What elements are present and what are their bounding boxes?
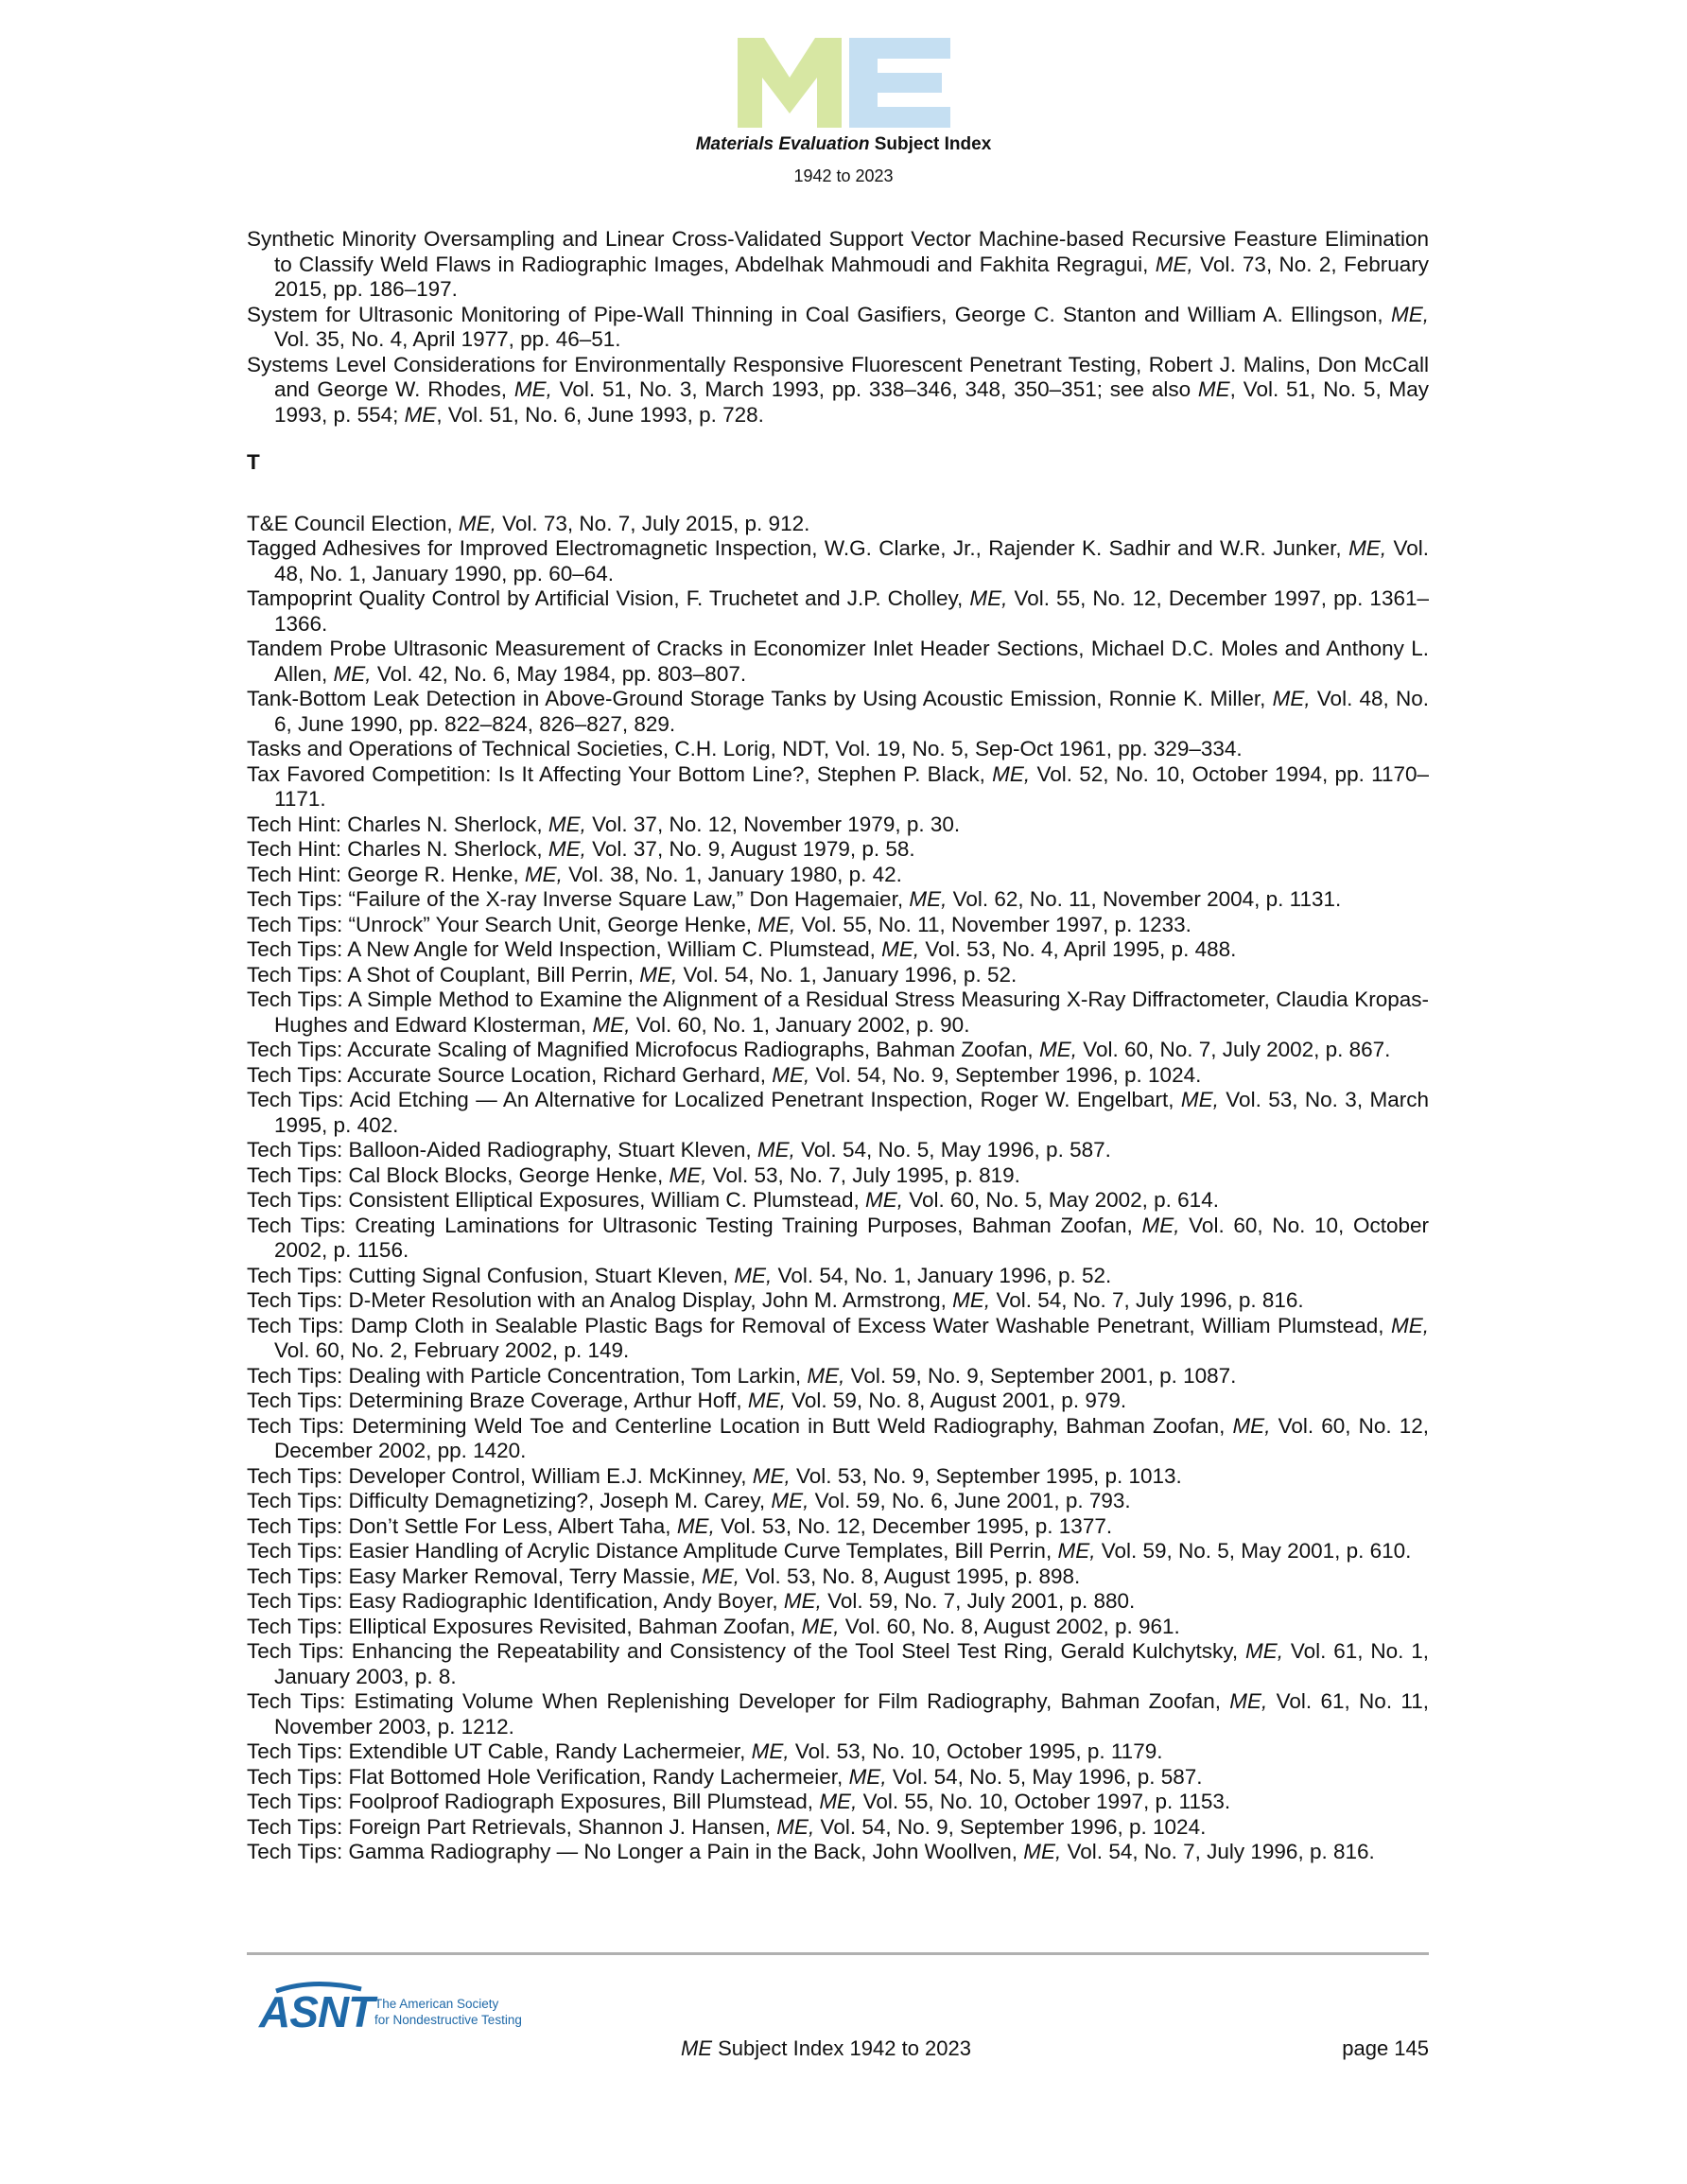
entry-text: Tank-Bottom Leak Detection in Above-Ground Storage Tanks by Using Acoustic Emission, Ronnie K. Miller,: [247, 687, 1273, 710]
me-logo: [738, 38, 950, 128]
index-entry: [247, 1214, 1429, 1264]
index-entry: [247, 1288, 1429, 1314]
entry-text: Vol. 54, No. 5, May 1996, p. 587.: [794, 1138, 1111, 1162]
entry-text: Vol. 53, No. 9, September 1995, p. 1013.: [790, 1463, 1182, 1488]
entry-text: Tech Tips: Foolproof Radiograph Exposures, Bill Plumstead,: [247, 1790, 820, 1813]
entry-text: Vol. 60, No. 5, May 2002, p. 614.: [903, 1188, 1219, 1212]
journal-abbrev: ME,: [701, 1564, 739, 1588]
entry-text: Tech Tips: Easy Radiographic Identification, Andy Boyer,: [247, 1589, 784, 1613]
entry-text: Vol. 59, No. 9, September 2001, p. 1087.: [844, 1363, 1237, 1388]
journal-abbrev: ME,: [1141, 1213, 1180, 1237]
entry-text: System for Ultrasonic Monitoring of Pipe-Wall Thinning in Coal Gasifiers, George C. Stanton and William A. Ellingson,: [247, 302, 1391, 326]
journal-abbrev: ME,: [524, 862, 563, 886]
entry-text: Vol. 60, No. 12, December 2002, pp. 1420.: [274, 1413, 1429, 1462]
journal-abbrev: ME,: [734, 1263, 773, 1287]
entry-text: Tech Tips: Determining Weld Toe and Centerline Location in Butt Weld Radiography, Bahman Zoofan,: [247, 1413, 1233, 1438]
index-entry: [247, 1689, 1429, 1739]
journal-abbrev: ME,: [333, 661, 372, 686]
index-entry: [247, 913, 1429, 938]
entry-text: Tech Tips: A Shot of Couplant, Bill Perrin,: [247, 962, 640, 987]
index-entry: [247, 1539, 1429, 1564]
entry-text: Tech Tips: Determining Braze Coverage, Arthur Hoff,: [247, 1389, 748, 1412]
entry-text: Vol. 60, No. 8, August 2002, p. 961.: [839, 1614, 1180, 1638]
entry-text: Tech Tips: Accurate Scaling of Magnified Microfocus Radiographs, Bahman Zoofan,: [247, 1038, 1039, 1061]
entry-text: , Vol. 51, No. 5, May 1993, p. 554;: [274, 377, 1429, 427]
journal-abbrev: ME,: [548, 812, 586, 836]
index-entry: [247, 812, 1429, 838]
entry-text: Vol. 60, No. 1, January 2002, p. 90.: [630, 1012, 970, 1037]
entry-text: Vol. 54, No. 5, May 1996, p. 587.: [886, 1764, 1203, 1789]
journal-abbrev: ME,: [783, 1589, 822, 1613]
journal-abbrev: ME,: [1038, 1038, 1077, 1061]
index-entry: [247, 1840, 1429, 1865]
entry-text: Vol. 60, No. 7, July 2002, p. 867.: [1076, 1038, 1391, 1061]
index-entry: [247, 512, 1429, 537]
journal-abbrev: ME,: [458, 511, 496, 535]
index-entry: [247, 303, 1429, 353]
index-entry: [247, 1514, 1429, 1540]
index-entry: [247, 1815, 1429, 1841]
index-entry: [247, 536, 1429, 586]
journal-abbrev: ME,: [1348, 536, 1387, 560]
entry-text: Tech Tips: Cutting Signal Confusion, Stuart Kleven,: [247, 1263, 735, 1287]
page-number: page 145: [1342, 2036, 1429, 2060]
entry-text: Vol. 38, No. 1, January 1980, p. 42.: [562, 862, 902, 886]
entry-text: Tax Favored Competition: Is It Affecting Your Bottom Line?, Stephen P. Black,: [247, 761, 993, 786]
entry-text: Vol. 54, No. 7, July 1996, p. 816.: [990, 1288, 1304, 1312]
index-entry: [247, 1639, 1429, 1689]
journal-abbrev: ME,: [513, 377, 552, 401]
entry-text: Vol. 37, No. 9, August 1979, p. 58.: [585, 837, 915, 861]
index-entry: [247, 887, 1429, 913]
journal-abbrev: ME,: [1244, 1639, 1283, 1663]
index-entry: [247, 1765, 1429, 1791]
journal-abbrev: ME,: [1180, 1088, 1219, 1111]
entry-text: Tech Tips: Consistent Elliptical Exposures, William C. Plumstead,: [247, 1188, 865, 1212]
journal-abbrev: ME,: [757, 912, 796, 936]
entry-text: Tech Tips: Estimating Volume When Replenishing Developer for Film Radiography, Bahman Zoofan,: [247, 1689, 1230, 1713]
index-entry: [247, 1489, 1429, 1514]
journal-abbrev: ME,: [881, 937, 920, 961]
journal-abbrev: ME,: [801, 1614, 840, 1638]
entry-text: Tech Tips: A New Angle for Weld Inspection, William C. Plumstead,: [247, 937, 882, 961]
entries-prior-section: [247, 227, 1429, 428]
journal-abbrev: ME,: [669, 1162, 707, 1187]
entry-text: Tech Tips: Don’t Settle For Less, Albert Taha,: [247, 1513, 677, 1538]
index-entry: [247, 1414, 1429, 1464]
entry-text: Vol. 73, No. 2, February 2015, pp. 186–197.: [274, 252, 1429, 301]
index-entry: [247, 687, 1429, 737]
entry-text: Synthetic Minority Oversampling and Linear Cross-Validated Support Vector Machine-based Recursive Feasture Elimination to Classify Weld Flaws in Radiographic Images, Abdelhak Mahmoudi and Fakhita Regragui,: [247, 227, 1429, 276]
index-entry: [247, 353, 1429, 428]
entries-section-t: [247, 512, 1429, 1865]
entry-text: Tech Tips: Dealing with Particle Concentration, Tom Larkin,: [247, 1363, 808, 1388]
entry-text: Vol. 42, No. 6, May 1984, pp. 803–807.: [371, 661, 747, 686]
journal-abbrev: ME,: [952, 1288, 991, 1312]
index-entry: [247, 1163, 1429, 1189]
entry-text: Tech Hint: George R. Henke,: [247, 862, 525, 886]
entry-text: Tech Tips: Enhancing the Repeatability and Consistency of the Tool Steel Test Ring, Gerald Kulchytsky,: [247, 1639, 1245, 1663]
index-entry: [247, 1088, 1429, 1138]
entry-text: Vol. 35, No. 4, April 1977, pp. 46–51.: [274, 327, 621, 351]
entry-text: Vol. 60, No. 10, October 2002, p. 1156.: [274, 1213, 1429, 1262]
entry-text: Tech Tips: “Unrock” Your Search Unit, George Henke,: [247, 912, 758, 936]
entry-text: Tech Tips: Extendible UT Cable, Randy Lachermeier,: [247, 1739, 752, 1763]
footer-index-rest: Subject Index 1942 to 2023: [712, 2036, 971, 2060]
entry-text: Tech Tips: Foreign Part Retrievals, Shannon J. Hansen,: [247, 1814, 777, 1839]
entry-text: Vol. 48, No. 6, June 1990, pp. 822–824, 826–827, 829.: [274, 687, 1429, 736]
entry-text: Tech Tips: Difficulty Demagnetizing?, Joseph M. Carey,: [247, 1489, 772, 1512]
entry-text: Tech Tips: Elliptical Exposures Revisited, Bahman Zoofan,: [247, 1614, 802, 1638]
footer-me: ME: [681, 2036, 712, 2060]
entry-text: Vol. 48, No. 1, January 1990, pp. 60–64.: [274, 536, 1429, 585]
journal-abbrev: ME,: [1155, 252, 1193, 276]
journal-abbrev: ME: [1197, 377, 1230, 401]
journal-abbrev: ME,: [1390, 1313, 1429, 1337]
entry-text: Tagged Adhesives for Improved Electromagnetic Inspection, W.G. Clarke, Jr., Rajender K. Sadhir and W.R. Junker,: [247, 536, 1349, 560]
journal-abbrev: ME,: [776, 1814, 815, 1839]
entry-text: Tech Tips: Acid Etching — An Alternative for Localized Penetrant Inspection, Roger W. Engelbart,: [247, 1088, 1181, 1111]
footer-index-label: [681, 2036, 971, 2061]
entry-text: Vol. 55, No. 10, October 1997, p. 1153.: [857, 1790, 1231, 1813]
entry-text: Vol. 73, No. 7, July 2015, p. 912.: [496, 511, 810, 535]
entry-text: Vol. 60, No. 2, February 2002, p. 149.: [274, 1338, 630, 1362]
footer-divider: [247, 1952, 1429, 1955]
svg-text:for Nondestructive Testing: for Nondestructive Testing: [374, 2013, 522, 2027]
section-letter-heading: T: [247, 450, 260, 474]
journal-abbrev: ME,: [747, 1389, 786, 1412]
entry-text: Vol. 59, No. 7, July 2001, p. 880.: [821, 1589, 1136, 1613]
index-entry: [247, 1589, 1429, 1615]
index-entry: [247, 227, 1429, 303]
index-content: [247, 227, 1429, 1865]
entry-text: Tech Tips: Flat Bottomed Hole Verification, Randy Lachermeier,: [247, 1764, 849, 1789]
entry-text: Vol. 59, No. 6, June 2001, p. 793.: [809, 1489, 1131, 1512]
entry-text: Vol. 59, No. 5, May 2001, p. 610.: [1095, 1539, 1412, 1563]
index-entry: [247, 1364, 1429, 1389]
journal-abbrev: ME,: [757, 1138, 795, 1162]
journal-abbrev: ME,: [751, 1739, 790, 1763]
entry-text: Tech Tips: Accurate Source Location, Richard Gerhard,: [247, 1062, 773, 1087]
journal-abbrev: ME,: [969, 586, 1008, 610]
journal-abbrev: ME,: [807, 1363, 845, 1388]
journal-abbrev: ME,: [771, 1489, 809, 1512]
entry-text: Tandem Probe Ultrasonic Measurement of Cracks in Economizer Inlet Header Sections, Michael D.C. Moles and Anthony L. Allen,: [247, 637, 1429, 686]
index-entry: [247, 637, 1429, 687]
entry-text: Tech Tips: Damp Cloth in Sealable Plastic Bags for Removal of Excess Water Washable Penetrant, William Plumstead,: [247, 1313, 1391, 1337]
journal-title: Materials Evaluation: [695, 134, 870, 154]
index-entry: [247, 937, 1429, 963]
index-entry: [247, 1264, 1429, 1289]
page-header-years: 1942 to 2023: [793, 166, 894, 185]
index-entry: [247, 1739, 1429, 1765]
index-entry: [247, 737, 1429, 762]
index-entry: [247, 987, 1429, 1038]
entry-text: Vol. 54, No. 1, January 1996, p. 52.: [772, 1263, 1112, 1287]
journal-abbrev: ME,: [909, 887, 948, 911]
entry-text: Vol. 53, No. 4, April 1995, p. 488.: [919, 937, 1237, 961]
entry-text: Vol. 62, No. 11, November 2004, p. 1131.: [947, 887, 1342, 911]
entry-text: Vol. 61, No. 11, November 2003, p. 1212.: [274, 1689, 1429, 1738]
journal-abbrev: ME,: [819, 1790, 858, 1813]
index-entry: [247, 963, 1429, 988]
entry-text: Vol. 61, No. 1, January 2003, p. 8.: [274, 1639, 1430, 1688]
entry-text: Tech Tips: A Simple Method to Examine the Alignment of a Residual Stress Measuring X-Ray Diffractometer, Claudia Kropas-Hughes and Edward Klosterman,: [247, 987, 1429, 1037]
index-entry: [247, 1790, 1429, 1815]
entry-text: Tech Tips: Easy Marker Removal, Terry Massie,: [247, 1564, 702, 1588]
index-entry: [247, 1063, 1429, 1089]
index-entry: [247, 1464, 1429, 1490]
index-entry: [247, 1564, 1429, 1590]
index-entry: [247, 1615, 1429, 1640]
journal-abbrev: ME,: [1057, 1539, 1096, 1563]
entry-text: Tech Tips: Creating Laminations for Ultrasonic Testing Training Purposes, Bahman Zoofan,: [247, 1213, 1142, 1237]
svg-text:ASNT: ASNT: [259, 1987, 374, 2036]
journal-abbrev: ME,: [1272, 687, 1311, 710]
svg-text:The American Society: The American Society: [374, 1997, 499, 2011]
index-entry: [247, 837, 1429, 863]
index-entry: [247, 1389, 1429, 1414]
entry-text: Tampoprint Quality Control by Artificial Vision, F. Truchetet and J.P. Cholley,: [247, 586, 970, 610]
journal-abbrev: ME,: [1232, 1413, 1271, 1438]
entry-text: Vol. 37, No. 12, November 1979, p. 30.: [585, 812, 961, 836]
index-entry: [247, 586, 1429, 637]
asnt-logo: [257, 1980, 522, 2046]
entry-text: Tasks and Operations of Technical Societies, C.H. Lorig, NDT, Vol. 19, No. 5, Sep-Oct 1961, pp. 329–334.: [247, 737, 1243, 760]
entry-text: Tech Hint: Charles N. Sherlock,: [247, 837, 548, 861]
entry-text: Tech Tips: Balloon-Aided Radiography, Stuart Kleven,: [247, 1138, 757, 1162]
entry-text: Tech Tips: “Failure of the X-ray Inverse Square Law,” Don Hagemaier,: [247, 887, 910, 911]
journal-abbrev: ME,: [1023, 1840, 1062, 1863]
journal-abbrev: ME,: [1229, 1689, 1268, 1713]
journal-abbrev: ME,: [676, 1513, 715, 1538]
page-header-title: [0, 134, 1687, 155]
journal-abbrev: ME,: [772, 1062, 810, 1087]
entry-text: Vol. 53, No. 7, July 1995, p. 819.: [706, 1162, 1020, 1187]
entry-text: Tech Tips: Easier Handling of Acrylic Distance Amplitude Curve Templates, Bill Perrin,: [247, 1539, 1058, 1563]
entry-text: Tech Hint: Charles N. Sherlock,: [247, 812, 548, 836]
index-entry: [247, 1188, 1429, 1214]
journal-abbrev: ME: [404, 402, 437, 427]
entry-text: Vol. 55, No. 11, November 1997, p. 1233.: [795, 912, 1191, 936]
entry-text: Tech Tips: Cal Block Blocks, George Henke,: [247, 1162, 670, 1187]
journal-abbrev: ME,: [864, 1188, 903, 1212]
entry-text: Vol. 53, No. 8, August 1995, p. 898.: [739, 1564, 1081, 1588]
entry-text: Tech Tips: Developer Control, William E.J. McKinney,: [247, 1463, 753, 1488]
journal-abbrev: ME,: [592, 1012, 631, 1037]
header-subject-index: Subject Index: [869, 134, 992, 154]
entry-text: Vol. 54, No. 7, July 1996, p. 816.: [1061, 1840, 1375, 1863]
journal-abbrev: ME,: [992, 761, 1031, 786]
journal-abbrev: ME,: [548, 837, 586, 861]
journal-abbrev: ME,: [848, 1764, 887, 1789]
entry-text: Vol. 55, No. 12, December 1997, pp. 1361–1366.: [274, 586, 1429, 636]
entry-text: Vol. 53, No. 3, March 1995, p. 402.: [274, 1088, 1429, 1137]
entry-text: Vol. 53, No. 10, October 1995, p. 1179.: [789, 1739, 1163, 1763]
entry-text: Vol. 54, No. 1, January 1996, p. 52.: [677, 962, 1017, 987]
entry-text: Vol. 53, No. 12, December 1995, p. 1377.: [714, 1513, 1113, 1538]
index-entry: [247, 863, 1429, 888]
index-entry: [247, 1138, 1429, 1163]
index-entry: [247, 762, 1429, 812]
index-entry: [247, 1038, 1429, 1063]
journal-abbrev: ME,: [752, 1463, 791, 1488]
entry-text: Vol. 54, No. 9, September 1996, p. 1024.: [809, 1062, 1202, 1087]
entry-text: T&E Council Election,: [247, 511, 459, 535]
entry-text: Tech Tips: D-Meter Resolution with an Analog Display, John M. Armstrong,: [247, 1288, 953, 1312]
entry-text: Vol. 51, No. 3, March 1993, pp. 338–346, 348, 350–351; see also: [551, 377, 1198, 401]
journal-abbrev: ME,: [1390, 302, 1429, 326]
journal-abbrev: ME,: [639, 962, 678, 987]
entry-text: , Vol. 51, No. 6, June 1993, p. 728.: [436, 402, 764, 427]
entry-text: Vol. 52, No. 10, October 1994, pp. 1170–1171.: [274, 761, 1429, 811]
entry-text: Systems Level Considerations for Environmentally Responsive Fluorescent Penetrant Testing, Robert J. Malins, Don McCall and George W. Rhodes,: [247, 352, 1429, 401]
entry-text: Tech Tips: Gamma Radiography — No Longer a Pain in the Back, John Woollven,: [247, 1840, 1024, 1863]
entry-text: Vol. 54, No. 9, September 1996, p. 1024.: [814, 1814, 1207, 1839]
index-entry: [247, 1314, 1429, 1364]
entry-text: Vol. 59, No. 8, August 2001, p. 979.: [785, 1389, 1127, 1412]
